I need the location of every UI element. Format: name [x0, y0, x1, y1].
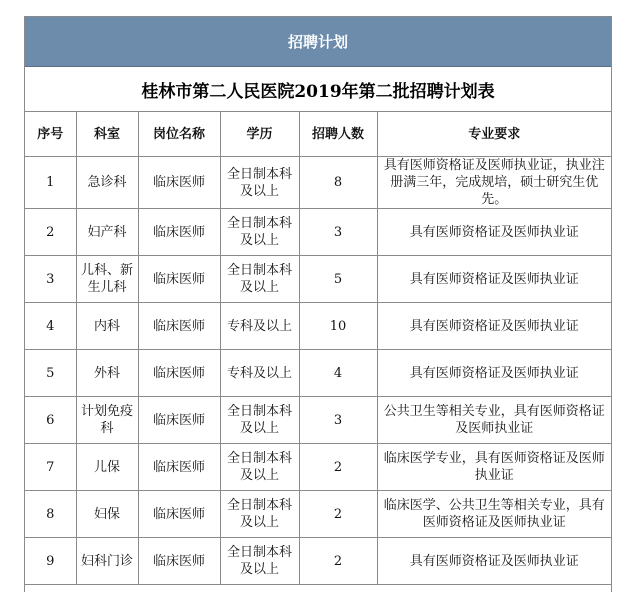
header-education: 学历 [220, 112, 299, 157]
cell-position: 临床医师 [138, 491, 220, 538]
cell-headcount: 3 [299, 209, 377, 256]
cell-department: 妇科门诊 [76, 538, 138, 585]
header-serial: 序号 [25, 112, 76, 157]
cell-education: 全日制本科及以上 [220, 209, 299, 256]
cell-requirement: 具有医师资格证及医师执业证 [377, 538, 611, 585]
cell-education: 专科及以上 [220, 350, 299, 397]
table-row [25, 444, 611, 491]
cell-education: 全日制本科及以上 [220, 397, 299, 444]
cell-serial: 8 [25, 491, 76, 538]
cell-requirement: 具有医师资格证及医师执业证，执业注册满三年，完成规培，硕士研究生优先。 [377, 157, 611, 209]
cell-headcount: 8 [299, 157, 377, 209]
header-position: 岗位名称 [138, 112, 220, 157]
cell-education: 全日制本科及以上 [220, 157, 299, 209]
cell-department: 内科 [76, 303, 138, 350]
cell-serial: 5 [25, 350, 76, 397]
table-header-row [25, 112, 611, 157]
header-requirement: 专业要求 [377, 112, 611, 157]
cell-position: 临床医师 [138, 256, 220, 303]
cell-requirement: 具有医师资格证及医师执业证 [377, 256, 611, 303]
cell-serial: 9 [25, 538, 76, 585]
cell-position: 临床医师 [138, 538, 220, 585]
table-row [25, 350, 611, 397]
cell-education: 专科及以上 [220, 303, 299, 350]
cell-position: 临床医师 [138, 157, 220, 209]
cell-serial: 2 [25, 209, 76, 256]
cell-serial: 4 [25, 303, 76, 350]
cell-serial: 7 [25, 444, 76, 491]
cell-department: 妇保 [76, 491, 138, 538]
cell-headcount: 2 [299, 491, 377, 538]
cell-requirement: 临床医学、公共卫生等相关专业，具有医师资格证及医师执业证 [377, 491, 611, 538]
table-row [25, 157, 611, 209]
cell-requirement: 公共卫生等相关专业，具有医师资格证及医师执业证 [377, 397, 611, 444]
cell-position: 临床医师 [138, 209, 220, 256]
cell-education: 全日制本科及以上 [220, 491, 299, 538]
cell-education: 全日制本科及以上 [220, 256, 299, 303]
table-row [25, 397, 611, 444]
header-department: 科室 [76, 112, 138, 157]
cell-department: 急诊科 [76, 157, 138, 209]
cell-department: 儿保 [76, 444, 138, 491]
table-row [25, 538, 611, 585]
recruitment-table [25, 112, 611, 585]
cell-position: 临床医师 [138, 444, 220, 491]
cell-department: 计划免疫科 [76, 397, 138, 444]
cell-headcount: 2 [299, 538, 377, 585]
cell-position: 临床医师 [138, 350, 220, 397]
cell-headcount: 2 [299, 444, 377, 491]
cell-headcount: 3 [299, 397, 377, 444]
document-frame [24, 16, 612, 592]
cell-requirement: 具有医师资格证及医师执业证 [377, 350, 611, 397]
cell-education: 全日制本科及以上 [220, 444, 299, 491]
table-row [25, 209, 611, 256]
cell-department: 儿科、新生儿科 [76, 256, 138, 303]
cell-department: 妇产科 [76, 209, 138, 256]
cell-serial: 1 [25, 157, 76, 209]
cell-position: 临床医师 [138, 397, 220, 444]
cell-requirement: 具有医师资格证及医师执业证 [377, 303, 611, 350]
cell-department: 外科 [76, 350, 138, 397]
table-row [25, 491, 611, 538]
table-row [25, 256, 611, 303]
cell-serial: 6 [25, 397, 76, 444]
cell-headcount: 4 [299, 350, 377, 397]
section-banner [25, 17, 611, 67]
cell-education: 全日制本科及以上 [220, 538, 299, 585]
table-row [25, 303, 611, 350]
cell-serial: 3 [25, 256, 76, 303]
cell-headcount: 10 [299, 303, 377, 350]
cell-requirement: 具有医师资格证及医师执业证 [377, 209, 611, 256]
header-headcount: 招聘人数 [299, 112, 377, 157]
cell-headcount: 5 [299, 256, 377, 303]
cell-position: 临床医师 [138, 303, 220, 350]
cell-requirement: 临床医学专业，具有医师资格证及医师执业证 [377, 444, 611, 491]
document-title: 桂林市第二人民医院2019年第二批招聘计划表 [25, 67, 611, 112]
banner-title: 招聘计划 [287, 33, 348, 51]
